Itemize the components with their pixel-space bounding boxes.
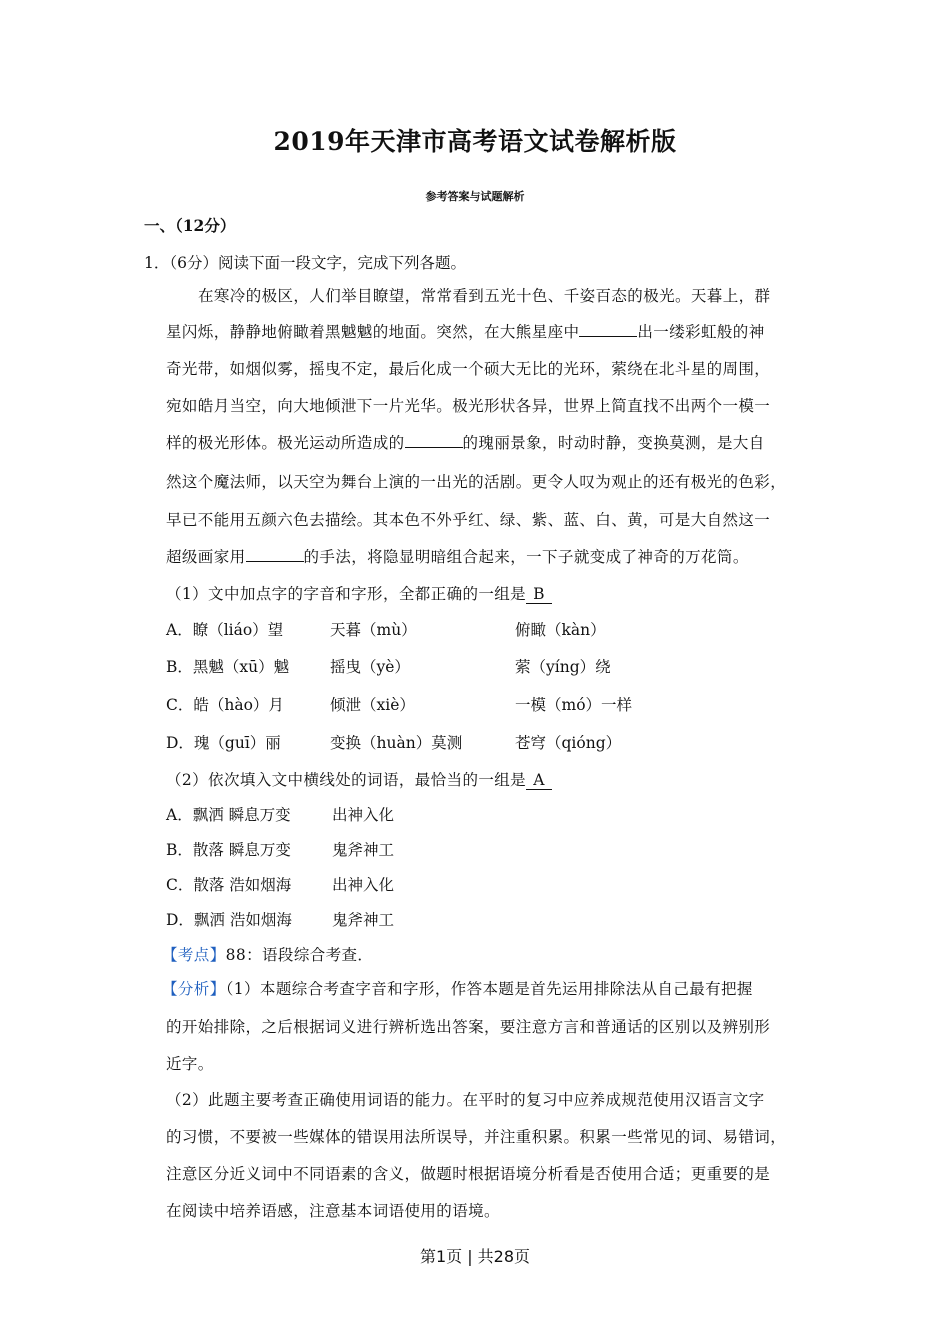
option-item: 倾泄（xiè） <box>330 696 415 714</box>
passage-line: 早已不能用五颜六色去描绘。其本色不外乎红、绿、紫、蓝、白、黄，可是大自然这一 <box>166 511 771 529</box>
option-item: 出神入化 <box>332 876 395 894</box>
fenxi-line: 在阅读中培养语感，注意基本词语使用的语境。 <box>166 1202 500 1220</box>
option-item: 一模（mó）一样 <box>515 696 633 714</box>
page-footer: 第1页 | 共28页 <box>419 1247 531 1266</box>
option-item: 俯瞰（kàn） <box>515 621 606 639</box>
fenxi-text: （1）本题综合考查字音和字形，作答本题是首先运用排除法从自己最有把握 <box>225 980 753 998</box>
subquestion-text: （1）文中加点字的字音和字形，全都正确的一组是 <box>166 585 527 603</box>
fenxi-line: 的习惯，不要被一些媒体的错误用法所误导，并注重积累。积累一些常见的词、易错词， <box>166 1128 787 1146</box>
option-label: C．皓（hào）月 <box>166 696 284 714</box>
subquestion-2-prompt <box>166 770 552 790</box>
fill-blank <box>405 433 463 448</box>
option-item: 鬼斧神工 <box>332 841 395 859</box>
option-label: B．黑魆（xū）魆 <box>166 658 290 676</box>
passage-line: 然这个魔法师，以天空为舞台上演的一出光的活剧。更令人叹为观止的还有极光的色彩， <box>166 473 787 491</box>
option-item: 天暮（mù） <box>330 621 417 639</box>
passage-line <box>166 547 749 567</box>
kaodian-text: 88：语段综合考查． <box>225 946 374 964</box>
option-item: 出神入化 <box>332 806 395 824</box>
passage-line: 在寒冷的极区，人们举目瞭望，常常看到五光十色、千姿百态的极光。天暮上，群 <box>198 287 771 305</box>
subquestion-1-prompt <box>166 584 552 604</box>
fenxi-line: （2）此题主要考查正确使用词语的能力。在平时的复习中应养成规范使用汉语言文字 <box>166 1091 765 1109</box>
option-label: C．散落 浩如烟海 <box>166 876 292 894</box>
fill-blank <box>579 322 637 337</box>
option-item: 鬼斧神工 <box>332 911 395 929</box>
fenxi-line: 近字。 <box>166 1055 214 1073</box>
option-item: 变换（huàn）莫测 <box>330 734 463 752</box>
passage-text: 出一缕彩虹般的神 <box>637 323 765 341</box>
option-label: D．瑰（guī）丽 <box>166 734 281 752</box>
passage-line: 宛如皓月当空，向大地倾泄下一片光华。极光形状各异，世界上简直找不出两个一模一 <box>166 397 771 415</box>
fill-blank <box>246 547 304 562</box>
option-label: A．瞭（liáo）望 <box>166 621 284 639</box>
passage-line <box>166 322 765 342</box>
section-heading: 一、（12分） <box>144 216 236 235</box>
passage-line <box>166 433 765 453</box>
passage-text: 超级画家用 <box>166 548 246 566</box>
fenxi-line: 注意区分近义词中不同语素的含义，做题时根据语境分析看是否使用合适；更重要的是 <box>166 1165 771 1183</box>
option-label: B．散落 瞬息万变 <box>166 841 291 859</box>
passage-line: 奇光带，如烟似雾，摇曳不定，最后化成一个硕大无比的光环，萦绕在北斗星的周围， <box>166 360 771 378</box>
question-heading: 1．（6分）阅读下面一段文字，完成下列各题。 <box>144 254 466 272</box>
passage-text: 的手法，将隐显明暗组合起来，一下子就变成了神奇的万花筒。 <box>303 548 749 566</box>
passage-text: 的瑰丽景象，时动时静，变换莫测，是大自 <box>462 434 765 452</box>
option-item: 苍穹（qióng） <box>515 734 622 752</box>
answer-mark: B <box>526 586 552 604</box>
option-label: A．飘洒 瞬息万变 <box>166 806 291 824</box>
kaodian-tag: 【考点】 <box>162 946 226 964</box>
fenxi-line <box>162 979 753 999</box>
passage-text: 样的极光形体。极光运动所造成的 <box>166 434 405 452</box>
subquestion-text: （2）依次填入文中横线处的词语，最恰当的一组是 <box>166 771 527 789</box>
passage-text: 星闪烁，静静地俯瞰着黑魆魆的地面。突然，在大熊星座中 <box>166 323 580 341</box>
page-title: 2019年天津市高考语文试卷解析版 <box>273 127 677 156</box>
page-subtitle: 参考答案与试题解析 <box>425 190 525 203</box>
option-item: 摇曳（yè） <box>330 658 410 676</box>
answer-mark: A <box>526 772 552 790</box>
option-label: D．飘洒 浩如烟海 <box>166 911 292 929</box>
option-item: 萦（yíng）绕 <box>515 658 611 676</box>
kaodian-line <box>162 945 373 965</box>
fenxi-tag: 【分析】 <box>162 980 226 998</box>
fenxi-line: 的开始排除，之后根据词义进行辨析选出答案，要注意方言和普通话的区别以及辨别形 <box>166 1018 771 1036</box>
